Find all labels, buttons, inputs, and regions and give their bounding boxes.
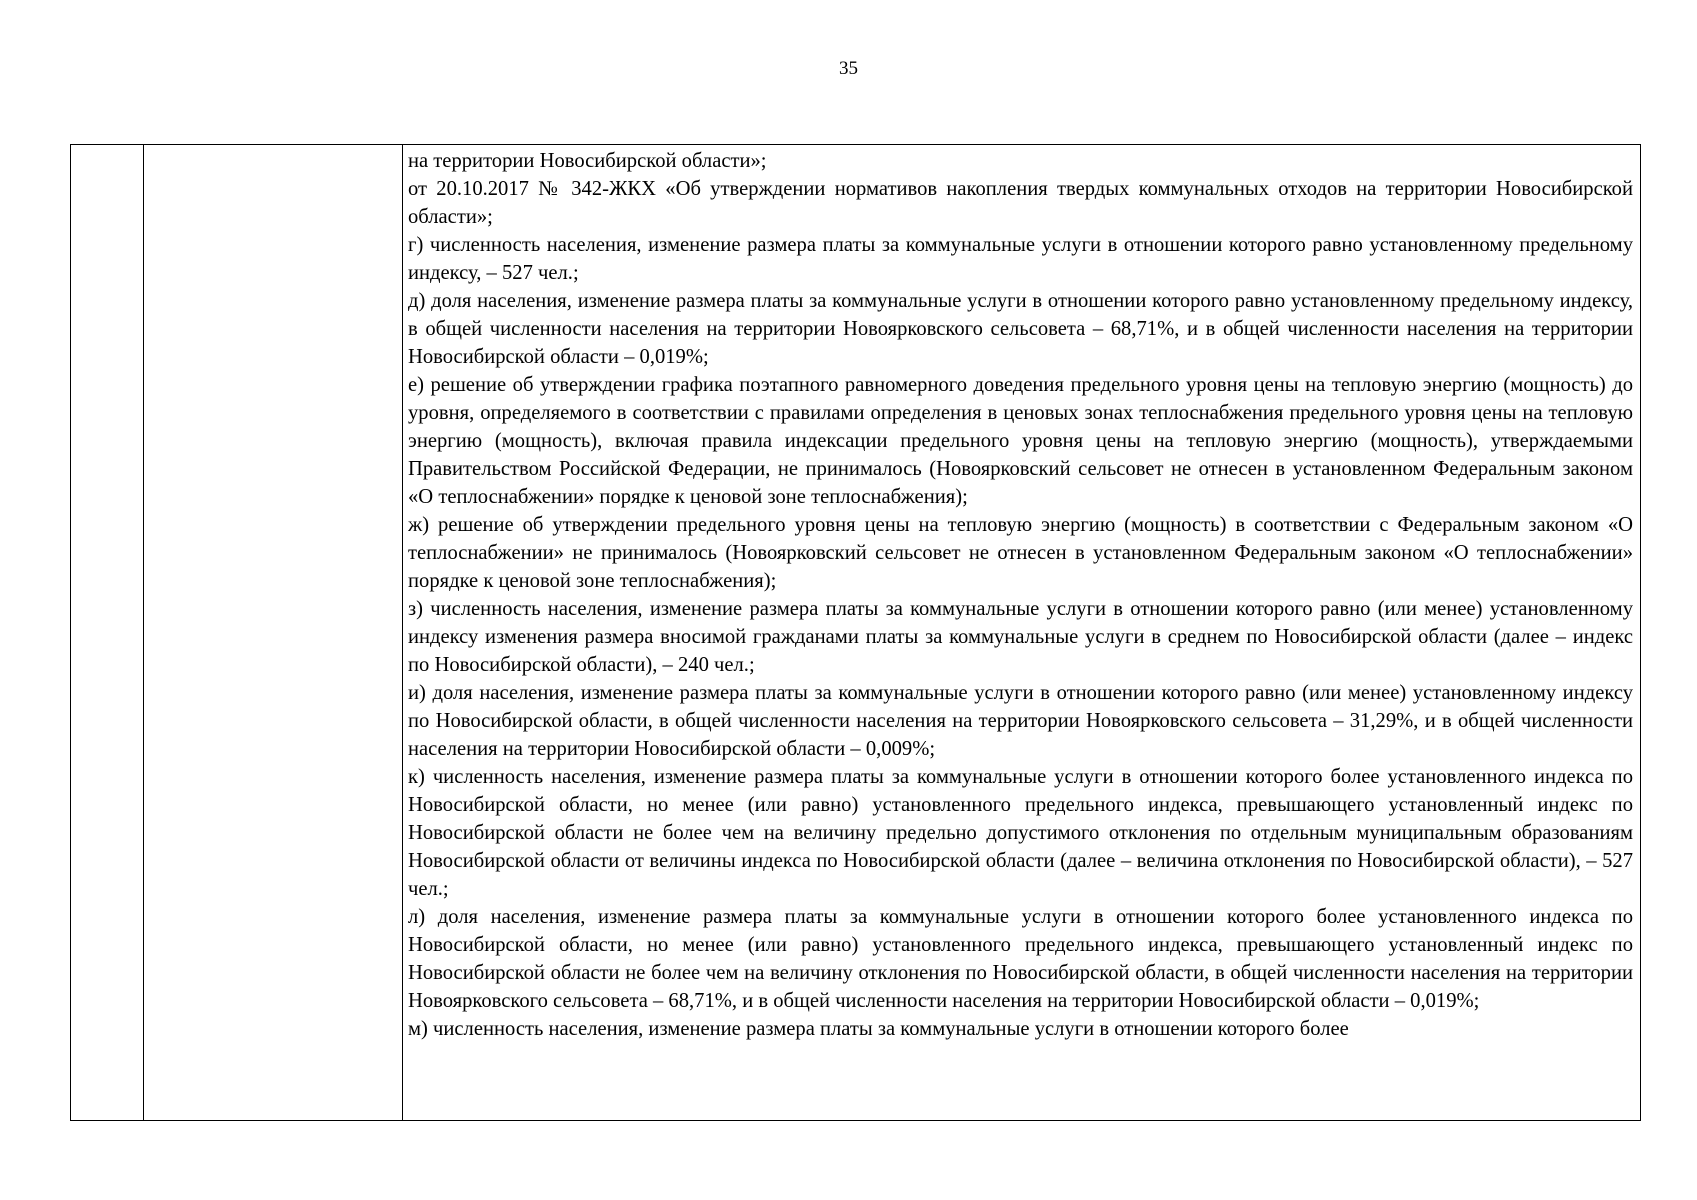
paragraph-item-l: л) доля населения, изменение размера платы за коммунальные услуги в отношении которого более установленного индекса по Новосибирской области, но менее (или равно) установленного предельного индекса, превышающего установленный индекс по Новосибирской области не более чем на величину отклонения по Новосибирской области, в общей численности населения на территории Новоярковского сельсовета – 68,71%, и в общей численности населения на территории Новосибирской области – 0,019%;: [408, 906, 1633, 1012]
paragraph-item-i: и) доля населения, изменение размера платы за коммунальные услуги в отношении которого равно (или менее) установленному индексу по Новосибирской области, в общей численности населения на территории Новоярковского сельсовета – 31,29%, и в общей численности населения на территории Новосибирской области – 0,009%;: [408, 682, 1633, 760]
column-divider-2: [402, 145, 403, 1120]
table-text-cell: [408, 147, 1633, 1120]
paragraph-item-g: г) численность населения, изменение размера платы за коммунальные услуги в отношении которого равно установленному предельному индексу, – 527 чел.;: [408, 234, 1633, 284]
page-number: 35: [839, 58, 858, 79]
paragraph-item-d: д) доля населения, изменение размера платы за коммунальные услуги в отношении которого равно установленному предельному индексу, в общей численности населения на территории Новоярковского сельсовета – 68,71%, и в общей численности населения на территории Новосибирской области – 0,019%;: [408, 290, 1633, 368]
paragraph-item-zh: ж) решение об утверждении предельного уровня цены на тепловую энергию (мощность) в соответствии с Федеральным законом «О теплоснабжении» не принималось (Новоярковский сельсовет не отнесен в установленном Федеральным законом «О теплоснабжении» порядке к ценовой зоне теплоснабжения);: [408, 514, 1633, 592]
document-table: [70, 144, 1641, 1121]
paragraph-order-reference: от 20.10.2017 № 342-ЖКХ «Об утверждении нормативов накопления твердых коммунальных отходов на территории Новосибирской области»;: [408, 178, 1633, 228]
paragraph-item-e: е) решение об утверждении графика поэтапного равномерного доведения предельного уровня цены на тепловую энергию (мощность) до уровня, определяемого в соответствии с правилами определения в ценовых зонах теплоснабжения предельного уровня цены на тепловую энергию (мощность), включая правила индексации предельного уровня цены на тепловую энергию (мощность), утверждаемыми Правительством Российской Федерации, не принималось (Новоярковский сельсовет не отнесен в установленном Федеральным законом «О теплоснабжении» порядке к ценовой зоне теплоснабжения);: [408, 374, 1633, 508]
paragraph-item-z: з) численность населения, изменение размера платы за коммунальные услуги в отношении которого равно (или менее) установленному индексу изменения размера вносимой гражданами платы за коммунальные услуги в среднем по Новосибирской области (далее – индекс по Новосибирской области), – 240 чел.;: [408, 598, 1633, 676]
paragraph-item-m: м) численность населения, изменение размера платы за коммунальные услуги в отношении которого более: [408, 1018, 1349, 1040]
column-divider-1: [143, 145, 144, 1120]
paragraph-continuation: на территории Новосибирской области»;: [408, 150, 767, 172]
paragraph-item-k: к) численность населения, изменение размера платы за коммунальные услуги в отношении которого более установленного индекса по Новосибирской области, но менее (или равно) установленного предельного индекса, превышающего установленный индекс по Новосибирской области не более чем на величину предельно допустимого отклонения по отдельным муниципальным образованиям Новосибирской области от величины индекса по Новосибирской области (далее – величина отклонения по Новосибирской области), – 527 чел.;: [408, 766, 1633, 900]
